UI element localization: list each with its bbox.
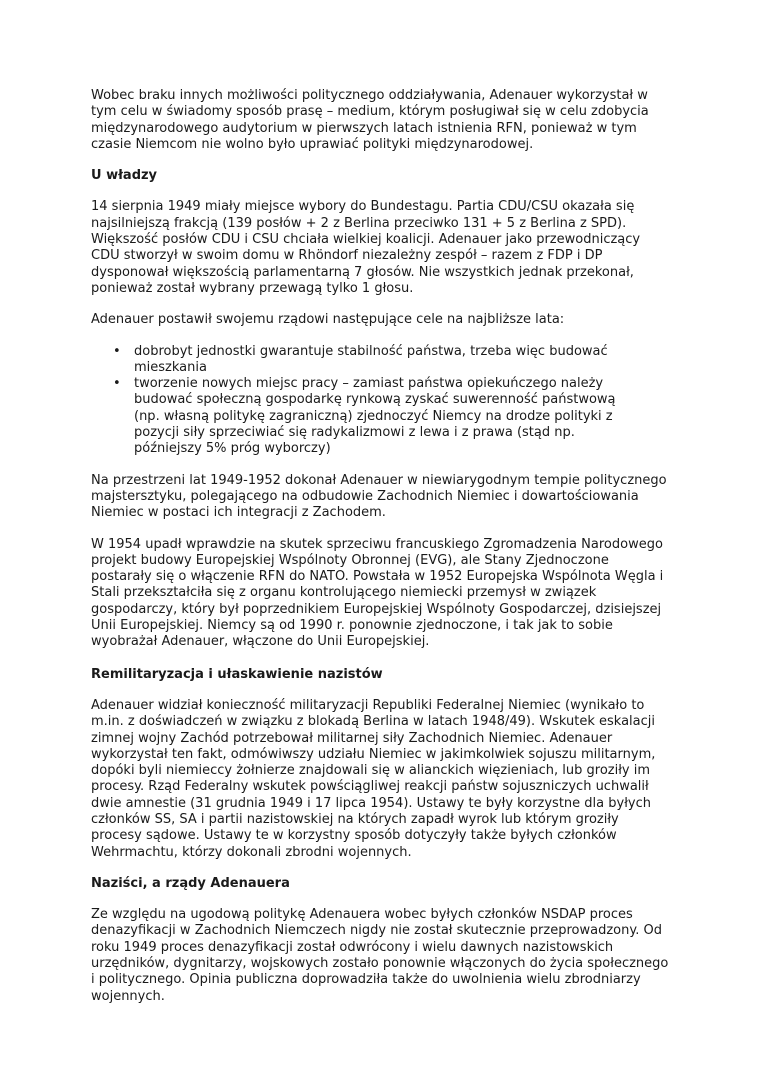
paragraph-militarization: Adenauer widział konieczność militaryzacji Republiki Federalnej Niemiec (wynikało to m.in. z doświadczeń w związku z blokadą Berlina w latach 1948/49). Wskutek eskalacji zimnej wojny Zachód potrzebował militarnej siły Zachodnich Niemiec. Adenauer wykorzystał ten fakt, odmówiwszy udziału Niemiec w jakimkolwiek sojuszu militarnym, dopóki byli niemieccy żołnierze znajdowali się w alianckich więzieniach, lub groziły im procesy. Rząd Federalny wskutek powściągliwej reakcji państw sojuszniczych uchwalił dwie amnestie (31 grudnia 1949 i 17 lipca 1954). Ustawy te były korzystne dla byłych członków SS, SA i partii nazistowskiej na których zapadł wyrok lub którym groziły procesy sądowe. Ustawy te w korzystny sposób dotyczyły także byłych członków Wehrmachtu, którzy dokonali zbrodni wojennych. [91, 697, 656, 860]
bullet-icon: • [113, 376, 121, 392]
paragraph-goals-intro: Adenauer postawił swojemu rządowi następujące cele na najbliższe lata: [91, 312, 565, 328]
paragraph-1949-1952: Na przestrzeni lat 1949-1952 dokonał Adenauer w niewiarygodnym tempie politycznego majstersztyku, polegającego na odbudowie Zachodnich Niemiec i dowartościowania Niemiec w postaci ich integracji z Zachodem. [91, 472, 667, 521]
paragraph-1954: W 1954 upadł wprawdzie na skutek sprzeciwu francuskiego Zgromadzenia Narodowego projekt budowy Europejskiej Wspólnoty Obronnej (EVG), ale Stany Zjednoczone postarały się o włączenie RFN do NATO. Powstała w 1952 Europejska Wspólnota Węgla i Stali przekształciła się z organu kontrolującego niemiecki przemysł w związek gospodarczy, który był poprzednikiem Europejskiej Wspólnoty Gospodarczej, dzisiejszej Unii Europejskiej. Niemcy są od 1990 r. ponownie zjednoczone, i tak jak to sobie wyobrażał Adenauer, włączone do Unii Europejskiej. [91, 536, 664, 650]
intro-paragraph: Wobec braku innych możliwości politycznego oddziaływania, Adenauer wykorzystał w tym celu w świadomy sposób prasę – medium, którym posługiwał się w celu zdobycia międzynarodowego audytorium w pierwszych latach istnienia RFN, ponieważ w tym czasie Niemcom nie wolno było uprawiać polityki międzynarodowej. [91, 88, 649, 152]
list-item-text: dobrobyt jednostki gwarantuje stabilność państwa, trzeba więc budować mieszkania [134, 343, 608, 375]
goals-list [91, 344, 671, 458]
paragraph-elections: 14 sierpnia 1949 miały miejsce wybory do Bundestagu. Partia CDU/CSU okazała się najsilniejszą frakcją (139 posłów + 2 z Berlina przeciwko 131 + 5 z Berlina z SPD). Większość posłów CDU i CSU chciała wielkiej koalicji. Adenauer jako przewodniczący CDU stworzył w swoim domu w Rhöndorf niezależny zespół – razem z FDP i DP dysponował większością parlamentarną 7 głosów. Nie wszystkich jednak przekonał, ponieważ został wybrany przewagą tylko 1 głosu. [91, 199, 641, 296]
list-item [91, 376, 671, 457]
list-item [91, 344, 671, 377]
list-item-text: tworzenie nowych miejsc pracy – zamiast państwa opiekuńczego należy budować społeczną gospodarkę rynkową zyskać suwerenność państwową (np. własną politykę zagraniczną) zjednoczyć Niemcy na drodze polityki z pozycji siły sprzeciwiać się radykalizmowi z lewa i z prawa (stąd np. późniejszy 5% próg wyborczy) [134, 376, 616, 457]
bullet-icon: • [113, 343, 121, 359]
section-heading-u-wladzy: U władzy [91, 168, 158, 184]
document-page [91, 88, 671, 1020]
section-heading-remilitaryzacja: Remilitaryzacja i ułaskawienie nazistów [91, 666, 383, 682]
section-heading-nazisci: Naziści, a rządy Adenauera [91, 875, 290, 891]
paragraph-denazification: Ze względu na ugodową politykę Adenauera wobec byłych członków NSDAP proces denazyfikacji w Zachodnich Niemczech nigdy nie został skutecznie przeprowadzony. Od roku 1949 proces denazyfikacji został odwrócony i wielu dawnych nazistowskich urzędników, dygnitarzy, wojskowych zostało ponownie włączonych do życia społecznego i politycznego. Opinia publiczna doprowadziła także do uwolnienia wielu zbrodniarzy wojennych. [91, 907, 669, 1004]
